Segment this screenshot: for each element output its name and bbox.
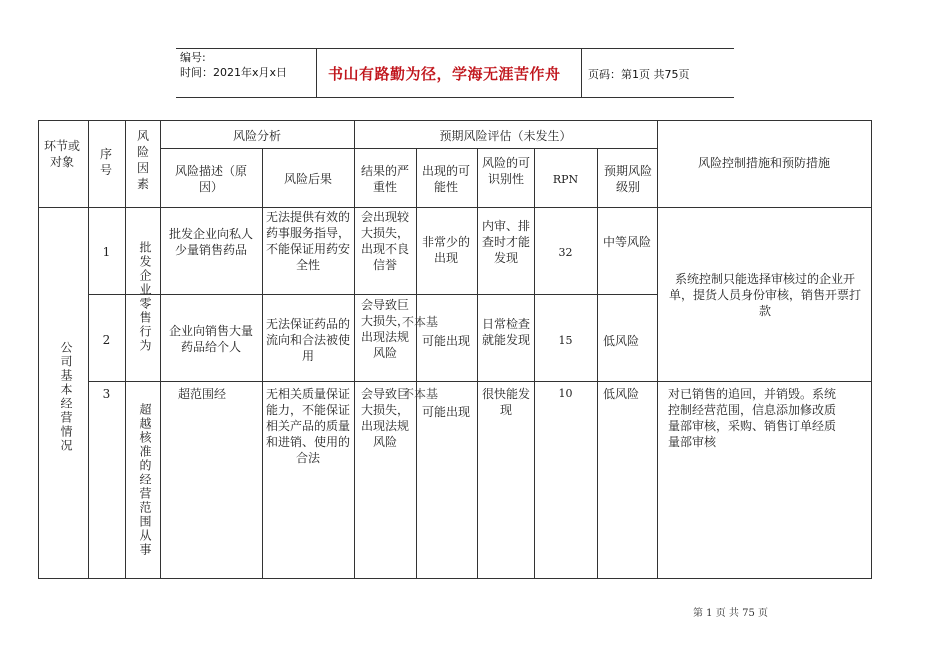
col-header-desc: 风险描述（原因） — [174, 164, 247, 194]
row-factor: 超越核准的经营范围从事 — [138, 403, 152, 557]
doc-time-label: 时间：2021年x月x日 — [180, 66, 288, 79]
col-header-severity: 结果的严重性 — [360, 164, 409, 194]
row-consequence: 无法保证药品的流向和合法被使用 — [266, 317, 351, 363]
page-footer: 第 1 页 共 75 页 — [693, 608, 768, 619]
col-header-seq: 序号 — [99, 147, 112, 177]
row-rpn: 10 — [558, 387, 573, 400]
row-detectability: 日常检查就能发现 — [481, 317, 530, 347]
col-header-consequence: 风险后果 — [283, 172, 332, 186]
row-desc: 批发企业向私人少量销售药品 — [168, 227, 253, 257]
motto-text: 书山有路勤为径，学海无涯苦作舟 — [328, 65, 561, 83]
group-header-eval: 预期风险评估（未发生） — [439, 129, 572, 143]
group-header-analysis: 风险分析 — [232, 129, 281, 143]
col-header-detectability: 风险的可识别性 — [482, 156, 531, 186]
row-detectability: 内审、排查时才能发现 — [481, 219, 530, 265]
row-severity: 会导致巨大损失，出现法规风险 — [360, 298, 409, 360]
row-consequence: 无法提供有效的药事服务指导，不能保证用药安全性 — [266, 210, 351, 272]
col-header-risk-factor: 风险因素 — [136, 129, 149, 191]
row-level: 低风险 — [603, 334, 640, 348]
row-detectability: 很快能发现 — [481, 387, 530, 417]
col-header-level: 预期风险级别 — [603, 164, 652, 194]
overlay-text: 不本基 — [401, 387, 438, 401]
row-severity: 会导致巨大损失，出现法规风险 — [360, 387, 409, 449]
row-possibility: 可能出现 — [421, 334, 470, 348]
row-rpn: 15 — [558, 334, 573, 347]
row-possibility: 可能出现 — [421, 405, 470, 419]
row-seq: 1 — [102, 245, 111, 259]
row-seq: 2 — [102, 333, 111, 347]
env-cell: 公司基本经营情况 — [59, 341, 73, 453]
row-factor: 批发企业零售行为 — [138, 241, 152, 353]
row-desc: 超范围经 — [178, 387, 227, 401]
page-indicator: 页码：第1页 共75页 — [588, 68, 690, 81]
col-header-possibility: 出现的可能性 — [421, 164, 470, 194]
row-level: 低风险 — [603, 387, 640, 401]
col-header-env: 环节或对象 — [43, 139, 80, 169]
overlay-text: 不本基 — [401, 315, 438, 329]
row-seq: 3 — [102, 387, 111, 401]
row-possibility: 非常少的出现 — [421, 235, 470, 265]
row-level: 中等风险 — [603, 235, 652, 249]
col-header-rpn: RPN — [552, 173, 579, 186]
doc-code-label: 编号: — [180, 51, 206, 64]
row-consequence: 无相关质量保证能力，不能保证相关产品的质量和进销、使用的合法 — [266, 387, 351, 465]
measures-text-3: 对已销售的追回，并销毁。系统控制经营范围，信息添加修改质量部审核，采购、销售订单经质量部审核 — [668, 387, 837, 449]
col-header-measures: 风险控制措施和预防措施 — [697, 156, 830, 170]
measures-text-1: 系统控制只能选择审核过的企业开单，提货人员身份审核，销售开票打款 — [668, 272, 861, 318]
row-severity: 会出现较大损失，出现不良信誉 — [360, 210, 409, 272]
row-rpn: 32 — [558, 246, 573, 259]
row-desc: 企业向销售大量药品给个人 — [168, 324, 253, 354]
